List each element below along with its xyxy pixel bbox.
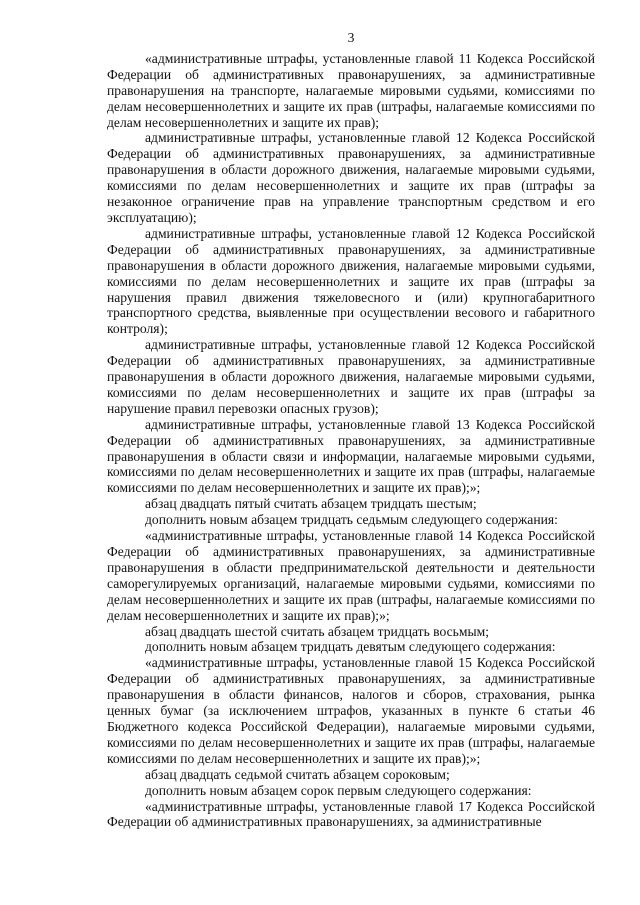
paragraph-chapter-15: «административные штрафы, установленные главой 15 Кодекса Российской Федерации об административных правонарушениях, за административные правонарушения в области финансов, налогов и сборов, страхования, рынка ценных бумаг (за исключением штрафов, указанных в пункте 6 статьи 46 Бюджетного кодекса Российской Федерации), налагаемые мировыми судьями, комиссиями по делам несовершеннолетних и защите их прав (штрафы, налагаемые комиссиями по делам несовершеннолетних и защите их прав);»;	[107, 655, 595, 766]
paragraph-chapter-12-heavy-vehicles: административные штрафы, установленные главой 12 Кодекса Российской Федерации об административных правонарушениях, за административные правонарушения в области дорожного движения, налагаемые мировыми судьями, комиссиями по делам несовершеннолетних и защите их прав (штрафы за нарушения правил движения тяжеловесного и (или) крупногабаритного транспортного средства, выявленные при осуществлении весового и габаритного контроля);	[107, 225, 595, 337]
paragraph-chapter-12-dangerous-goods: административные штрафы, установленные главой 12 Кодекса Российской Федерации об административных правонарушениях, за административные правонарушения в области дорожного движения, налагаемые мировыми судьями, комиссиями по делам несовершеннолетних и защите их прав (штрафы за нарушение правил перевозки опасных грузов);	[107, 337, 595, 416]
paragraph-renumber-26: абзац двадцать шестой считать абзацем тридцать восьмым;	[145, 623, 489, 639]
paragraph-renumber-25: абзац двадцать пятый считать абзацем тридцать шестым;	[145, 496, 477, 512]
document-page	[107, 30, 595, 830]
paragraph-renumber-27: абзац двадцать седьмой считать абзацем сороковым;	[145, 766, 450, 782]
paragraph-add-41: дополнить новым абзацем сорок первым следующего содержания:	[145, 782, 532, 798]
page-number: 3	[347, 30, 355, 45]
paragraph-chapter-12-rights: административные штрафы, установленные главой 12 Кодекса Российской Федерации об административных правонарушениях, за административные правонарушения в области дорожного движения, налагаемые мировыми судьями, комиссиями по делам несовершеннолетних и защите их прав (штрафы за незаконное ограничение прав на управление транспортным средством и его эксплуатацию);	[107, 130, 595, 225]
paragraph-add-37: дополнить новым абзацем тридцать седьмым следующего содержания:	[145, 512, 558, 528]
paragraph-chapter-11: «административные штрафы, установленные главой 11 Кодекса Российской Федерации об административных правонарушениях, за административные правонарушения на транспорте, налагаемые мировыми судьями, комиссиями по делам несовершеннолетних и защите их прав (штрафы, налагаемые комиссиями по делам несовершеннолетних и защите их прав);	[107, 50, 595, 130]
paragraph-chapter-17: «административные штрафы, установленные главой 17 Кодекса Российской Федерации об административных правонарушениях, за административные	[107, 798, 595, 830]
paragraph-chapter-13: административные штрафы, установленные главой 13 Кодекса Российской Федерации об административных правонарушениях, за административные правонарушения в области связи и информации, налагаемые мировыми судьями, комиссиями по делам несовершеннолетних и защите их прав (штрафы, налагаемые комиссиями по делам несовершеннолетних и защите их прав);»;	[107, 416, 595, 496]
paragraph-add-39: дополнить новым абзацем тридцать девятым следующего содержания:	[145, 639, 556, 655]
paragraph-chapter-14: «административные штрафы, установленные главой 14 Кодекса Российской Федерации об административных правонарушениях, за административные правонарушения в области предпринимательской деятельности и деятельности саморегулируемых организаций, налагаемые мировыми судьями, комиссиями по делам несовершеннолетних и защите их прав (штрафы, налагаемые комиссиями по делам несовершеннолетних и защите их прав);»;	[107, 528, 595, 623]
